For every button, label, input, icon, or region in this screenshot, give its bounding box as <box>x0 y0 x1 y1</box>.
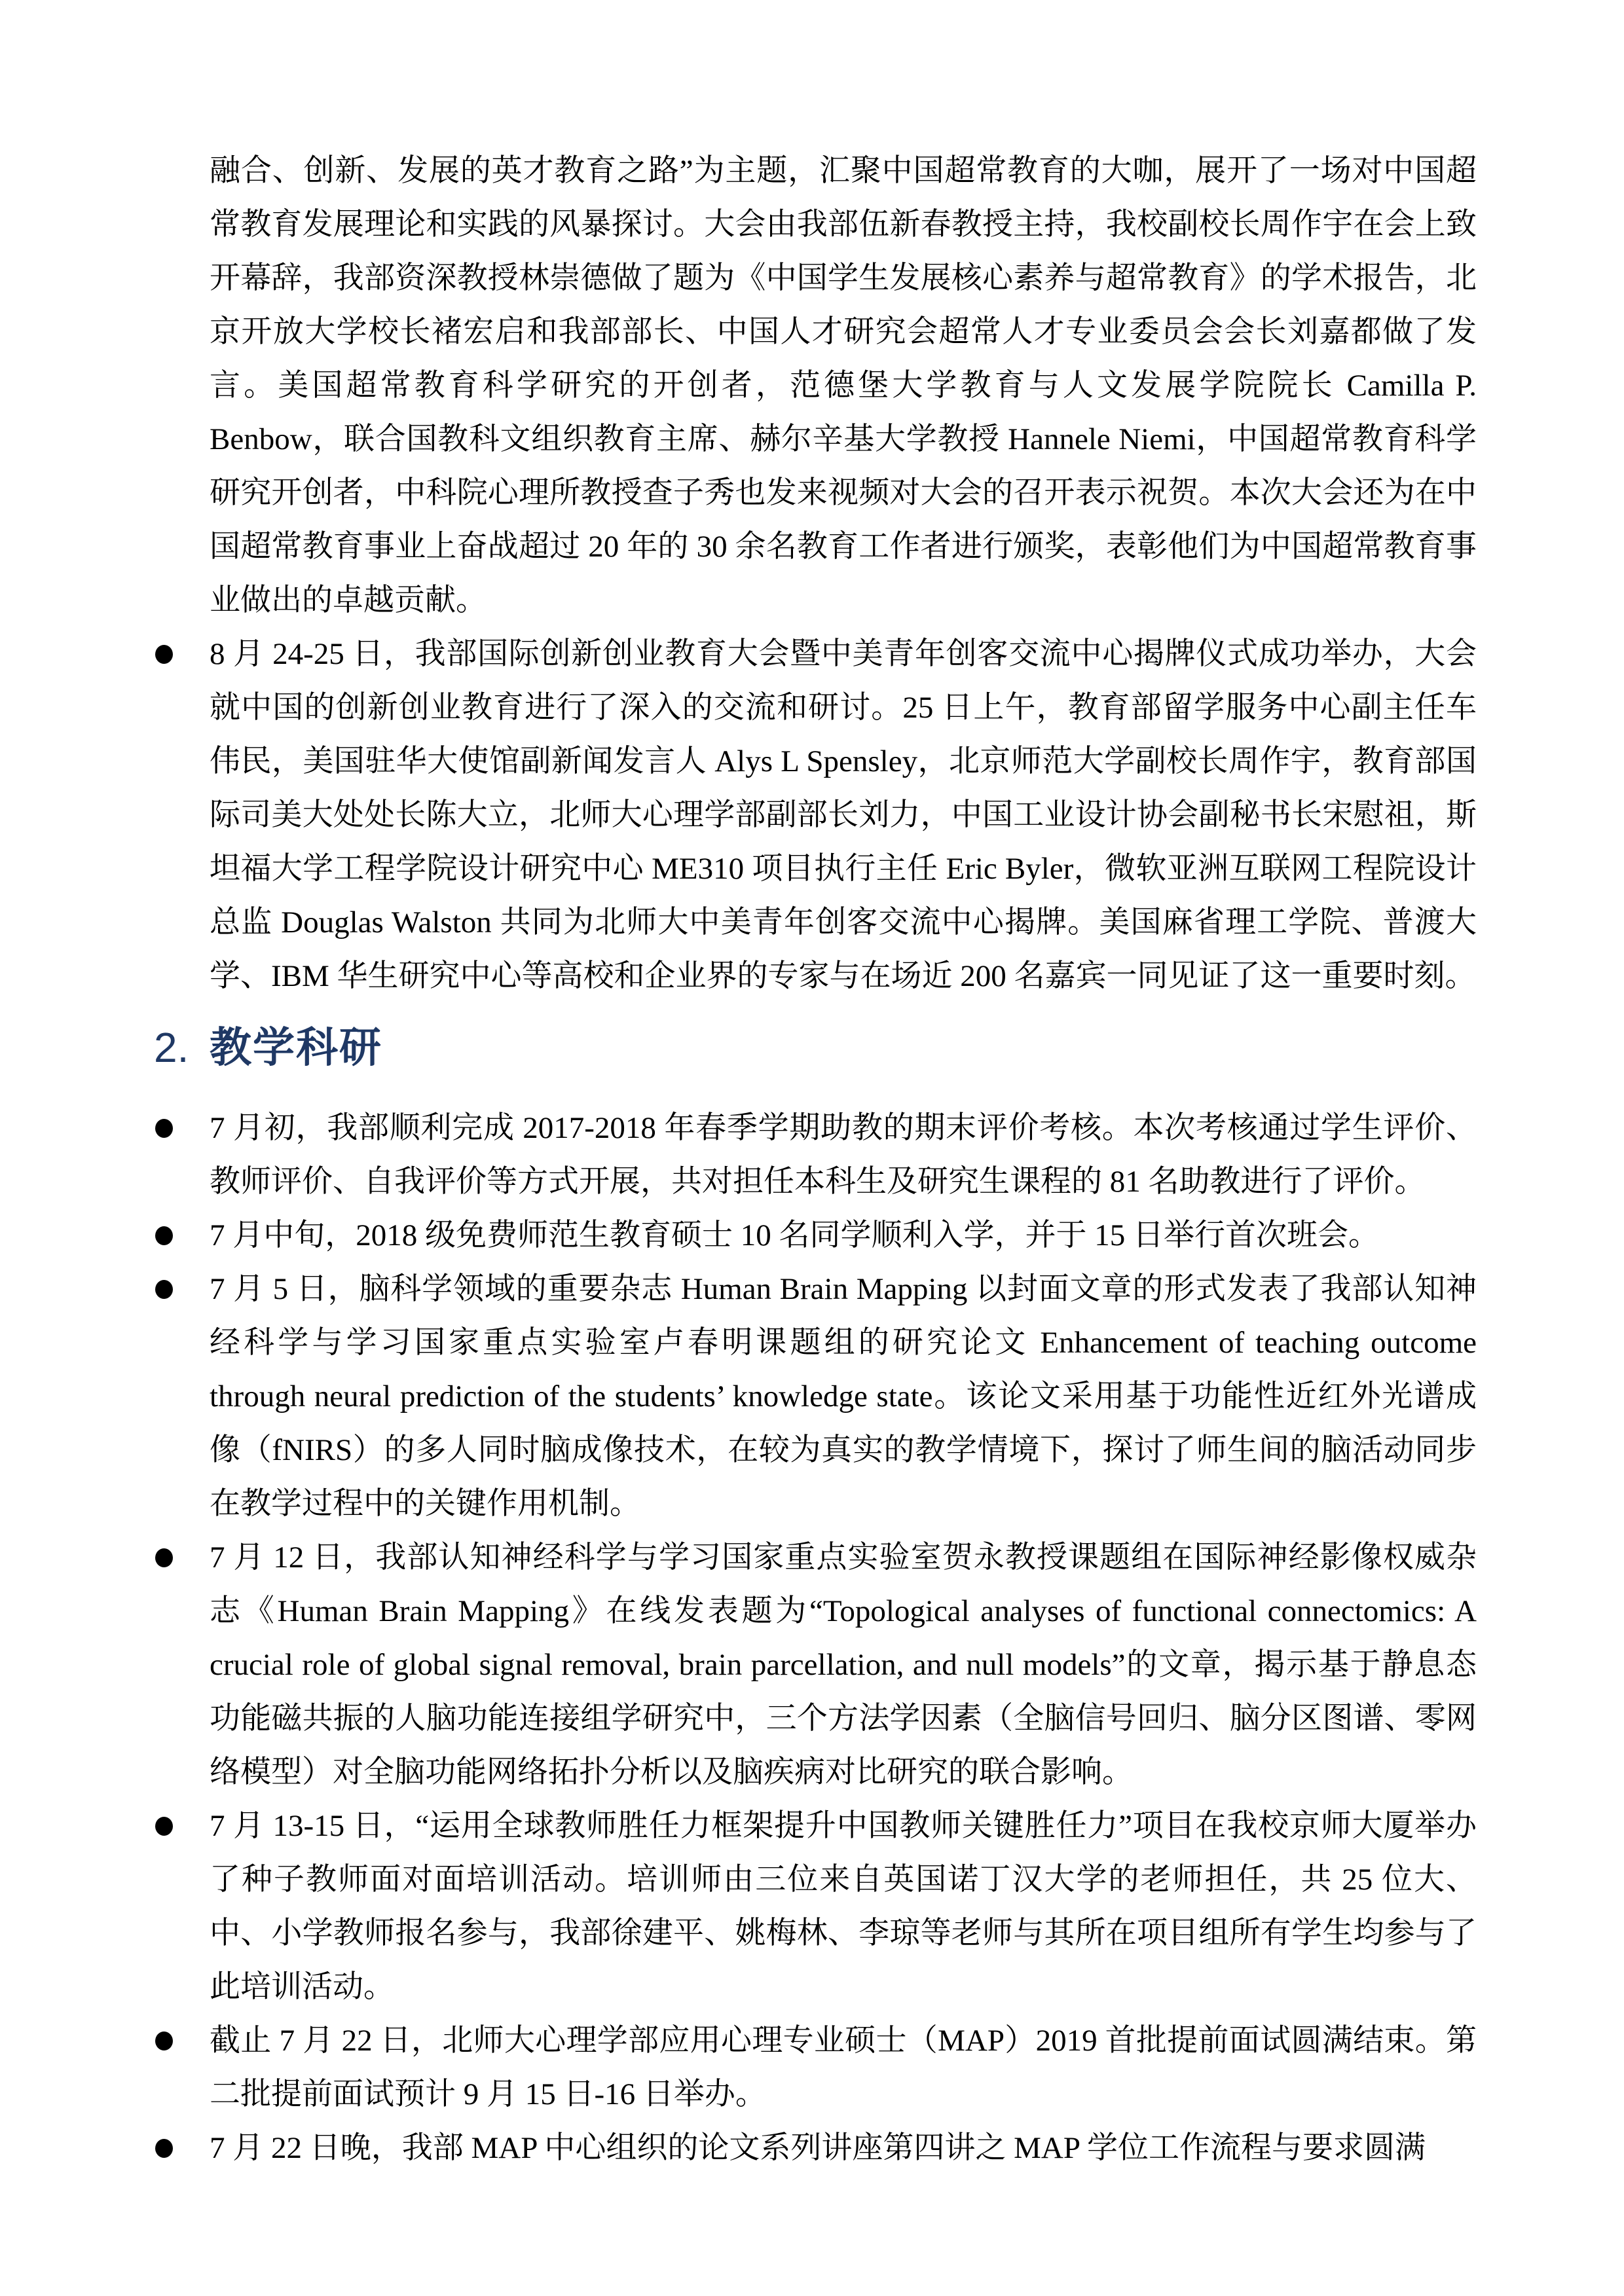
list-item-text: 7 月中旬，2018 级免费师范生教育硕士 10 名同学顺利入学，并于 15 日举行首次班会。 <box>210 1218 1379 1252</box>
bullet-icon <box>155 2139 173 2158</box>
list-item <box>210 2014 1477 2121</box>
list-item <box>210 1101 1477 1209</box>
list-item <box>210 1531 1477 1799</box>
list-item <box>210 1799 1477 2014</box>
list-item <box>210 2121 1477 2175</box>
section-number: 2. <box>154 1024 189 1071</box>
section-header <box>154 1020 1477 1075</box>
bullet-icon <box>155 2032 173 2050</box>
bullet-icon <box>155 1548 173 1567</box>
bullet-icon <box>155 1817 173 1836</box>
bullet-icon <box>155 1119 173 1138</box>
list-item <box>210 627 1477 1003</box>
list-item-text: 7 月初，我部顺利完成 2017-2018 年春季学期助教的期末评价考核。本次考核通过学生评价、教师评价、自我评价等方式开展，共对担任本科生及研究生课程的 81 名助教进行了评价。 <box>210 1111 1477 1199</box>
bullet-icon <box>155 645 173 664</box>
list-item-text: 8 月 24-25 日，我部国际创新创业教育大会暨中美青年创客交流中心揭牌仪式成功举办，大会就中国的创新创业教育进行了深入的交流和研讨。25 日上午，教育部留学服务中心副主任车伟民，美国驻华大使馆副新闻发言人 Alys L Spensley，北京师范大学副校长周作宇，教育部国际司美大处处长陈大立，北师大心理学部副部长刘力，中国工业设计协会副秘书长宋慰祖，斯坦福大学工程学院设计研究中心 ME310 项目执行主任 Eric Byler，微软亚洲互联网工程院设计总监 Douglas Walston 共同为北师大中美青年创客交流中心揭牌。美国麻省理工学院、普渡大学、IBM 华生研究中心等高校和企业界的专家与在场近 200 名嘉宾一同见证了这一重要时刻。 <box>210 637 1477 993</box>
list-item <box>210 1262 1477 1531</box>
list-item-text: 7 月 22 日晚，我部 MAP 中心组织的论文系列讲座第四讲之 MAP 学位工作流程与要求圆满 <box>210 2131 1426 2165</box>
section-title: 教学科研 <box>210 1024 382 1071</box>
continued-paragraph: 融合、创新、发展的英才教育之路”为主题，汇聚中国超常教育的大咖，展开了一场对中国超常教育发展理论和实践的风暴探讨。大会由我部伍新春教授主持，我校副校长周作宇在会上致开幕辞，我部资深教授林崇德做了题为《中国学生发展核心素养与超常教育》的学术报告，北京开放大学校长褚宏启和我部部长、中国人才研究会超常人才专业委员会会长刘嘉都做了发言。美国超常教育科学研究的开创者，范德堡大学教育与人文发展学院院长 Camilla P. Benbow，联合国教科文组织教育主席、赫尔辛基大学教授 Hannele Niemi，中国超常教育科学研究开创者，中科院心理所教授查子秀也发来视频对大会的召开表示祝贺。本次大会还为在中国超常教育事业上奋战超过 20 年的 30 余名教育工作者进行颁奖，表彰他们为中国超常教育事业做出的卓越贡献。 <box>210 154 1477 617</box>
bullet-icon <box>155 1226 173 1245</box>
list-item <box>210 1209 1477 1262</box>
text-column <box>154 144 1477 2175</box>
list-item-text: 截止 7 月 22 日，北师大心理学部应用心理专业硕士（MAP）2019 首批提前面试圆满结束。第二批提前面试预计 9 月 15 日-16 日举办。 <box>210 2024 1477 2111</box>
list-item-text: 7 月 12 日，我部认知神经科学与学习国家重点实验室贺永教授课题组在国际神经影像权威杂志《Human Brain Mapping》在线发表题为“Topological analyses of functional connectomics: A crucial role of global signal removal, brain parcellation, and null models”的文章，揭示基于静息态功能磁共振的人脑功能连接组学研究中，三个方法学因素（全脑信号回归、脑分区图谱、零网络模型）对全脑功能网络拓扑分析以及脑疾病对比研究的联合影响。 <box>210 1540 1477 1789</box>
list-item-text: 7 月 13-15 日，“运用全球教师胜任力框架提升中国教师关键胜任力”项目在我校京师大厦举办了种子教师面对面培训活动。培训师由三位来自英国诺丁汉大学的老师担任，共 25 位大、中、小学教师报名参与，我部徐建平、姚梅林、李琼等老师与其所在项目组所有学生均参与了此培训活动。 <box>210 1809 1477 2004</box>
bullet-icon <box>155 1280 173 1299</box>
list-item-text: 7 月 5 日，脑科学领域的重要杂志 Human Brain Mapping 以封面文章的形式发表了我部认知神经科学与学习国家重点实验室卢春明课题组的研究论文 Enhancement of teaching outcome through neural prediction of the students’ knowledge state。该论文采用基于功能性近红外光谱成像（fNIRS）的多人同时脑成像技术，在较为真实的教学情境下，探讨了师生间的脑活动同步在教学过程中的关键作用机制。 <box>210 1272 1477 1521</box>
